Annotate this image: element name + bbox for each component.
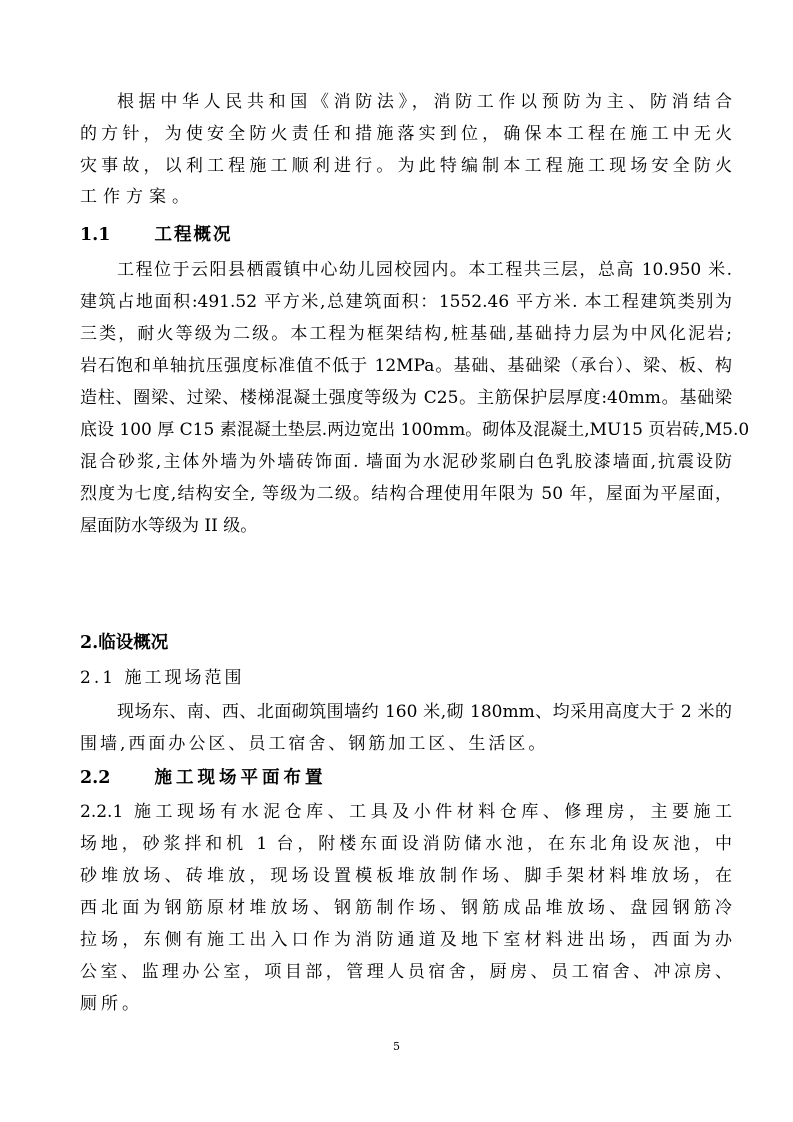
text-line: 公室、监理办公室，项目部，管理人员宿舍，厨房、员工宿舍、冲凉房、 [80, 962, 732, 982]
text-line: 场地，砂浆拌和机 1 台，附楼东面设消防储水池，在东北角设灰池，中 [80, 834, 732, 854]
section-title: 施工现场平面布置 [154, 768, 327, 788]
text-line: 砂堆放场、砖堆放，现场设置模板堆放制作场、脚手架材料堆放场，在 [80, 866, 732, 886]
text-line: 现场东、南、西、北面砌筑围墙约 160 米,砌 180mm、均采用高度大于 2 米的 [117, 702, 732, 722]
section-title: 工程概况 [154, 225, 233, 245]
section-heading-1-1 [80, 224, 732, 246]
section-number: 2.2 [80, 768, 111, 788]
section-heading-2: 2.临设概况 [80, 633, 169, 653]
text-line: 底设 100 厚 C15 素混凝土垫层.两边宽出 100mm。砌体及混凝土,MU15 页岩砖,M5.0 [80, 420, 750, 440]
text-line: 屋面防水等级为 II 级。 [80, 516, 258, 536]
text-line: 厕所。 [80, 994, 143, 1014]
section-heading-2-1: 2.1 施工现场范围 [80, 668, 245, 688]
text-line: 拉场，东侧有施工出入口作为消防通道及地下室材料进出场，西面为办 [80, 930, 732, 950]
text-line: 三类，耐火等级为二级。本工程为框架结构,桩基础,基础持力层为中风化泥岩; [80, 324, 732, 344]
text-line: 根据中华人民共和国《消防法》，消防工作以预防为主、防消结合 [117, 92, 732, 112]
subsection-number: 2.2.1 [80, 802, 124, 822]
text-line: 烈度为七度,结构安全, 等级为二级。结构合理使用年限为 50 年，屋面为平屋面， [80, 484, 732, 504]
section-number: 1.1 [80, 225, 111, 245]
text-line: 围墙,西面办公区、员工宿舍、钢筋加工区、生活区。 [80, 734, 549, 754]
text-line: 施工现场有水泥仓库、工具及小件材料仓库、修理房，主要施工 [134, 802, 732, 822]
text-line: 的方针，为使安全防火责任和措施落实到位，确保本工程在施工中无火 [80, 124, 732, 144]
text-line: 工作方案。 [80, 187, 195, 207]
text-line: 灾事故，以利工程施工顺利进行。为此特编制本工程施工现场安全防火 [80, 156, 732, 176]
text-line: 建筑占地面积:491.52 平方米,总建筑面积：1552.46 平方米. 本工程建筑类别为 [80, 292, 732, 312]
page-number: 5 [393, 1040, 400, 1053]
section-heading-2-2 [80, 767, 732, 789]
text-line: 西北面为钢筋原材堆放场、钢筋制作场、钢筋成品堆放场、盘园钢筋冷 [80, 898, 732, 918]
text-line: 岩石饱和单轴抗压强度标准值不低于 12MPa。基础、基础梁（承台）、梁、板、构 [80, 356, 732, 376]
text-line: 工程位于云阳县栖霞镇中心幼儿园校园内。本工程共三层，总高 10.950 米. [117, 260, 732, 280]
text-line: 造柱、圈梁、过梁、楼梯混凝土强度等级为 C25。主筋保护层厚度:40mm。基础梁 [80, 388, 732, 408]
text-line: 混合砂浆,主体外墙为外墙砖饰面. 墙面为水泥砂浆刷白色乳胶漆墙面,抗震设防 [80, 452, 732, 472]
